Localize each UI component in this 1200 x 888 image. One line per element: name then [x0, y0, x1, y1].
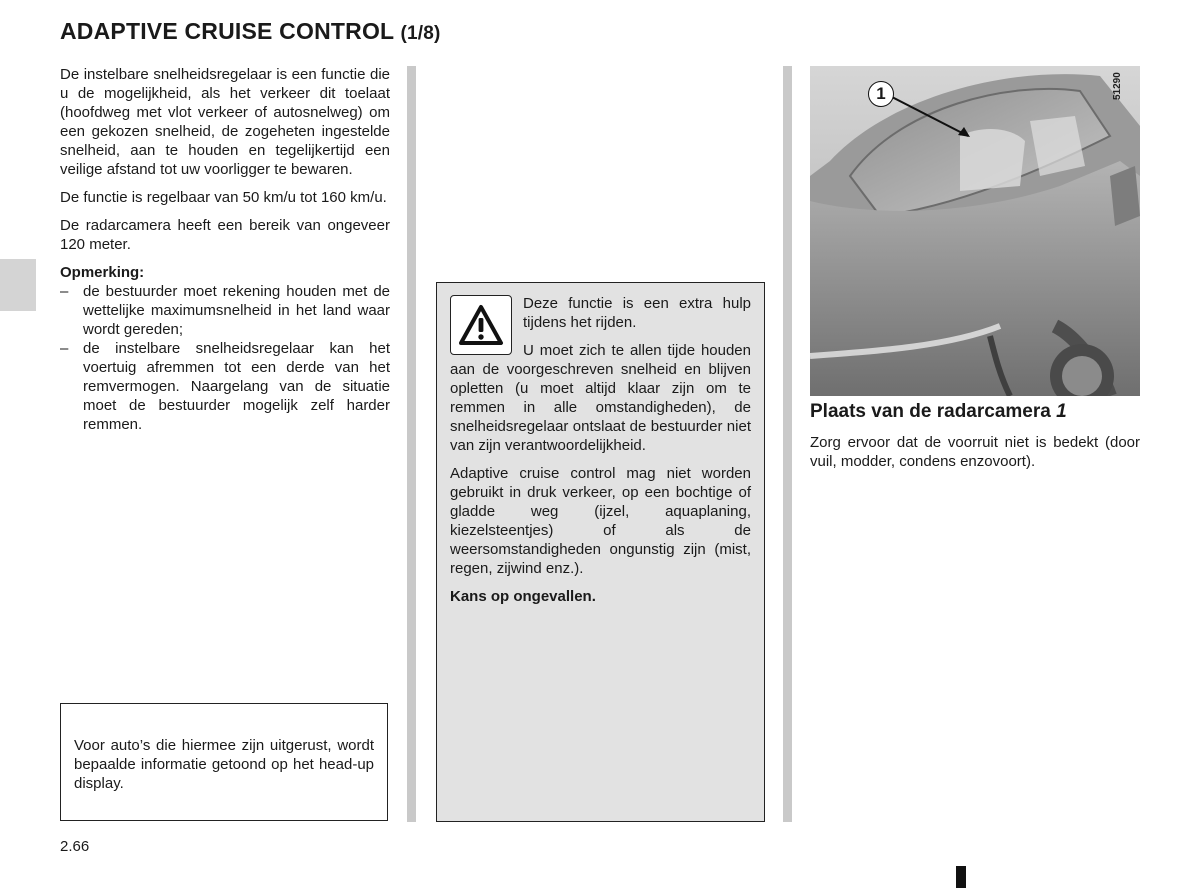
page-corner-mark	[956, 866, 966, 888]
column-divider-left	[407, 66, 416, 822]
warning-accident-risk: Kans op ongevallen.	[450, 588, 596, 605]
note-item	[60, 339, 390, 434]
dash-bullet: –	[60, 283, 69, 300]
left-column	[60, 65, 390, 434]
caption-number: 1	[1056, 401, 1067, 422]
radar-range-paragraph: De radarcamera heeft een bereik van ongeveer 120 meter.	[60, 217, 390, 253]
note-item-text: de instelbare snelheidsregelaar kan het voertuig afremmen tot een derde van het remvermogen. Naargelang van de situatie moet de bestuurder mogelijk zelf harder remmen.	[83, 340, 390, 433]
column-divider-right	[783, 66, 792, 822]
intro-paragraph: De instelbare snelheidsregelaar is een functie die u de mogelijkheid, als het verkeer dit toelaat (hoofdweg met vlot verkeer of autosnelweg) om een gekozen snelheid, de zogeheten ingestelde snelheid, aan te houden en tegelijkertijd een veilige afstand tot uw voorligger te bewaren.	[60, 66, 390, 178]
note-item	[60, 282, 390, 339]
page-title-main: ADAPTIVE CRUISE CONTROL	[60, 18, 394, 44]
page-title	[60, 18, 441, 45]
caption-title-text: Plaats van de radarcamera	[810, 401, 1051, 422]
note-item-text: de bestuurder moet rekening houden met de wettelijke maximumsnelheid in het land waar wordt gereden;	[83, 283, 390, 338]
speed-range-paragraph: De functie is regelbaar van 50 km/u tot 160 km/u.	[60, 189, 387, 206]
dash-bullet: –	[60, 340, 69, 357]
figure-reference-code: 51290	[1112, 72, 1123, 100]
head-up-display-info-box	[60, 703, 388, 821]
warning-text-1: Deze functie is een extra hulp tijdens het rijden.	[523, 295, 751, 331]
callout-leader-line	[890, 96, 980, 141]
callout-number-1: 1	[868, 81, 894, 107]
figure-caption-title	[810, 401, 1067, 423]
page-number: 2.66	[60, 838, 90, 855]
chapter-tab	[0, 259, 36, 311]
info-box-text: Voor auto’s die hiermee zijn uitgerust, wordt bepaalde informatie getoond op het head-up display.	[74, 737, 374, 792]
warning-text-3: Adaptive cruise control mag niet worden gebruikt in druk verkeer, op een bochtige of gladde weg (ijzel, aquaplaning, kiezelsteentjes) of als de weersomstandigheden ongunstig zijn (mist, regen, zijwind enz.).	[450, 465, 751, 577]
note-list	[60, 282, 390, 434]
figure-caption-text: Zorg ervoor dat de voorruit niet is bedekt (door vuil, modder, condens enzovoort).	[810, 434, 1140, 470]
warning-triangle-icon	[450, 295, 512, 355]
note-label: Opmerking:	[60, 264, 145, 281]
warning-text-2: U moet zich te allen tijde houden aan de voorgeschreven snelheid en blijven opletten (u moet altijd klaar zijn om te remmen in alle omstandigheden), de snelheidsregelaar ontslaat de bestuurder niet van zijn verantwoordelijkheid.	[450, 342, 751, 454]
page-title-suffix: (1/8)	[400, 23, 441, 44]
warning-box	[436, 282, 765, 822]
